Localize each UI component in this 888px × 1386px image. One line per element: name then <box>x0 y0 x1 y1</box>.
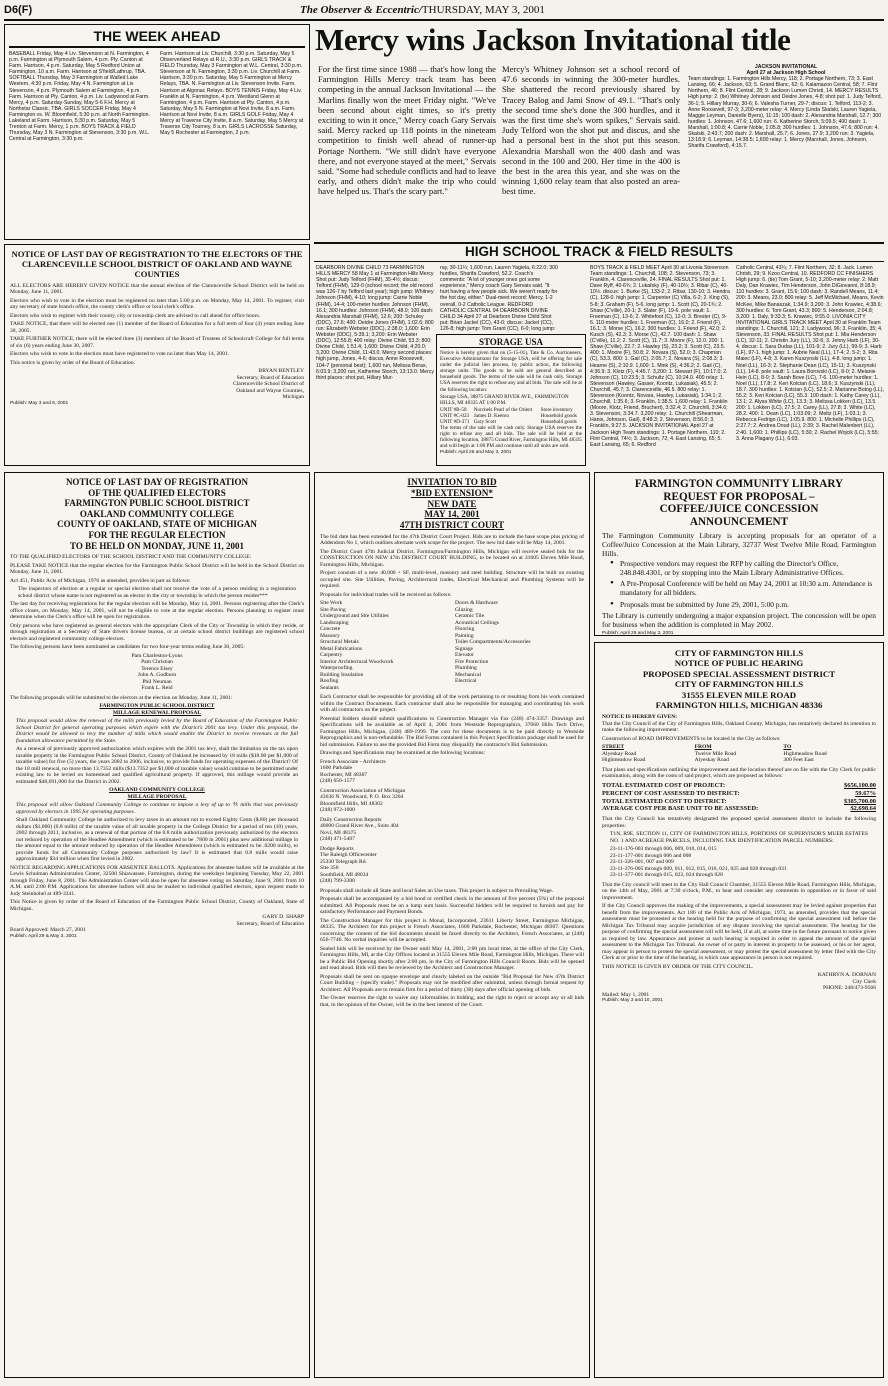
city-p6: That the City council will meet in the City Hall Council Chamber, 31555 Eleven Mile Road, Farmington Hills, Michigan, on the 14th of May, 2001 at 7:30 o'clock, P.M., to hear and consider any comments in opposition or in favor of said improvement. <box>602 881 876 901</box>
city-p1: That the City Council of the City of Farmington Hills, Oakland County, Michigan, has tentatively declared its intention to make the following improvement: <box>602 720 876 734</box>
bid-title-line: 47TH DISTRICT COURT <box>399 520 505 531</box>
parcel-list <box>602 846 876 879</box>
trade-item: Interior Architectural Woodwork <box>320 658 394 665</box>
street-cell: Alyeskay Road <box>602 750 637 757</box>
trade-item: Toilet Compartments/Accessories <box>455 639 531 646</box>
bid-title-line: *BID EXTENSION* <box>411 487 493 498</box>
unit-goods: Store inventory <box>540 406 573 413</box>
prop2-sub: MILLAGE PROPOSAL <box>127 793 187 800</box>
storage-text: Notice is hereby given that on (5-15-01), Tate & Co. Auctioneers, Executive Administrator for Storage USA, will be offering for sale under the judicial lien process, by public action, the following storage units. The goods to be sold are general described as household goods. The terms of the sale will be cash only. Storage USA reserves the right to refuse any and all bids. The sale will be at the following location: <box>440 350 582 393</box>
city-mailed: Mailed: May 1, 2001 <box>602 991 650 998</box>
col-header: TO <box>783 744 792 751</box>
bid-p8: Proposals shall include all State and local Sales an Use taxes. This project is subject to Prevailing Wage. <box>320 887 554 894</box>
storage-address: Storage USA, 38875 GRAND RIVER AVE., FARMINGTON HILLS, MI 48335 AT 1:00 P.M. <box>440 393 569 406</box>
library-bullet: • Prospective vendors may request the RFP by calling the Director's Office, 248.848.4301, or by stopping into the Main Library Administrative Offices. <box>610 560 876 577</box>
notice1-p1: ALL ELECTORS ARE HEREBY GIVEN NOTICE that the annual election of the Clarenceville School District will be held on Monday, June 11, 2001. <box>10 282 304 296</box>
cost-row <box>602 798 876 806</box>
cost-value: 59.67% <box>855 789 876 797</box>
cost-label: PERCENT OF COST ASSESSED TO DISTRICT: <box>602 789 740 797</box>
parcel-item: 23-11-177-001 through 006 and 008 <box>610 852 692 859</box>
notice2-p1: PLEASE TAKE NOTICE that the regular election for the Farmington Public School District will be held in the School District on Monday, June 11, 2001. <box>10 562 304 576</box>
notice2-pub: Publish: April 29 & May 3, 2001 <box>10 933 77 939</box>
city-title-line: PROPOSED SPECIAL ASSESSMENT DISTRICT <box>642 668 836 679</box>
trade-item: Site Work <box>320 600 343 607</box>
bid-p1: The bid date has been extended for the 47th District Court Project. Bids are to include the base scope plus pricing of Addendum No 1, which outlines alternate work scope for the project. The new bid date will be May 14, 2001. <box>320 533 584 547</box>
library-title <box>602 478 876 528</box>
trade-item: Acoustical Ceilings <box>455 619 499 626</box>
candidate-name: John A. Godburn <box>137 672 177 679</box>
storage-title: STORAGE USA <box>440 337 582 348</box>
cost-value: $2,698.64 <box>850 805 876 813</box>
masthead-rule <box>4 19 884 21</box>
masthead-line <box>300 4 545 16</box>
trade-item: Structural Metals <box>320 639 359 646</box>
unit-name: Norchels Pearl of the Orient <box>473 406 533 413</box>
parcel-item: 23-11-326-001, 007 and 009 <box>610 859 674 866</box>
cost-label: TOTAL ESTIMATED COST OF PROJECT: <box>602 781 726 789</box>
notice2-title-line: FOR THE REGULAR ELECTION <box>88 529 226 540</box>
week-ahead-col2: Farm. Harrison at Liv. Churchill, 3:30 p.m. Saturday, May 5 Observerland Relays at R.U., 3:30 p.m. GIRLS TRACK & FIELD Thursday, May 3 Farmington at W.L. Central, 3:30 p.m. Stevenson at N. Farmington, 3:30 p.m. Liv. Churchill at Farm. Harrison, 3:30 p.m. Saturday, May 5 Farmington at Mercy Relays, TBA. N. Farmington at Liv. Stevenson Invite. Farm. Harrison at Algonac Relays. BOYS TENNIS Friday, May 4 Liv. Franklin at N. Farmington, 4 p.m. Westland Glenn at Farmington, 4 p.m. Farm. Harrison at Ply. Canton, 4 p.m. Saturday, May 5 N. Farmington at Novi Invite, 8 a.m. Farm. Harrison at Novi Invite, 8 a.m. GIRLS GOLF Friday, May 4 Mercy at Traverse City Invite, 8 a.m. Saturday, May 5 Mercy at Traverse City Tourney, 8 a.m. GIRLS LACROSSE Saturday, May 5 Rochester at Farmington, 2 p.m. <box>160 51 304 137</box>
sig-name: GARY D. SHARP <box>262 914 304 921</box>
cost-row <box>602 782 876 790</box>
city-p4: That the City Council has tentatively designated the proposed special assessment district to include the following properties: <box>602 816 876 829</box>
notice1-p7: This notice is given by order of the Board of Education. <box>10 359 136 366</box>
parcel-item: 23-11-377-001 through 015, 022, 024 through 028 <box>610 872 723 879</box>
storage-text2: The terms of the sale will be cash only. Storage USA reserves the right to refuse any and all bids. The sale will be held at the following location, 38875 Grand River, Farmington Hills, MI 48335 and will begin at 1:00 PM and continue until all units are sold. <box>440 425 583 450</box>
street-cell: Twelve Mile Road <box>694 750 737 757</box>
street-cell: 300 Feet East <box>783 757 814 764</box>
notice2-quote: The inspectors of election at a regular or special election shall not receive the vote of a person residing in a registration school district whose name is not registered as an elector in the city or township in which the person resides*** <box>18 586 296 599</box>
notice2-p8: This Notice is given by order of the Board of Education of the Farmington Public School District, County of Oakland, State of Michigan. <box>10 899 304 912</box>
library-title-line: ANNOUNCEMENT <box>689 515 789 528</box>
trade-item: Fire Protection <box>455 658 489 665</box>
city-p7: If the City Council approves the making of the improvements, a special assessment may be levied against properties that benefit from the improvements. Act 186 of the Public Acts of Michigan, 1973, as amended, provides that the special assessment must be protested at the hearing held for the purpose of confirming the special assessment roll before the Michigan Tax Tribunal may acquire jurisdiction of any dispute involving the special assessment. The hearing for the purpose of confirming the special assessment roll will be held, if at all, at some time in the future pursuant to notice given as required by law. Appearance and protest at such hearing is required in order to appeal the amount of the special assessment to the Michigan Tax Tribunal. An owner of or party in interest in property to be assessed, or his or her agent, may appear in person to protest the special assessment, or may protest the special assessment by letter filed with the City Clerk at or prior to the time of the hearing, in which case appearance in person is not required. <box>602 903 876 962</box>
city-title <box>602 648 876 710</box>
city-title-line: FARMINGTON HILLS, MICHIGAN 48336 <box>655 700 823 711</box>
trade-item: Carpentry <box>320 652 343 659</box>
paper-name: The Observer & Eccentric/ <box>300 4 422 16</box>
candidate-name: Frank L. Reid <box>141 685 173 692</box>
trade-item: Concrete <box>320 626 341 633</box>
cost-value: $656,100.00 <box>844 781 876 789</box>
notice2-title-line: COUNTY OF OAKLAND, STATE OF MICHIGAN <box>57 519 257 530</box>
track-col4: Catholic Central, 43¼; 7. Flint Northern, 32; 8. Jack. Lumen Christi, 29; 9. Kzoo Central, 10. REDFORD CC FINISHERS High jump: 6. (tie) Tom Grant, 5-10; 3,200-meter relay: 2. Matt Daly, Dan Krawiec, Tim Henderson, John DiGiovanni, 8:18.9; 110 hurdles: 3. Grant, 15.6; 100 dash: 3. Randell Means, 11.4; 200: 3. Means, 23.0; 800 relay: 5. Jeff McMichael, Means, Kevin McKee, Mike Banaszak, 1:34.9; 3,200: 3. John Krawiec, 4:38.6; 300 hurdles: 6. Tom Grant, 43.3; 800: 5. Henderson, 2:04.8; 3,200: 1. Daly, 9:33.3; 5. Krawiec, 9:55.0. LIVONIA CITY INVITATIONAL GIRLS TRACK MEET April 30 at Franklin Team standings: 1. Churchill, 121; 2. Ladywood, 96; 3. Franklin, 35; 4. Stevenson, 33. FINAL RESULTS Shot put: 1. Mia Henderson (LC), 32-11; 2. Christin Jury (LL), 32-6; 3. Jenny Harb (LF), 30-4. discus: 1. Sara Dudas (LL), 101-9; 2. Jury (LL), 99-9; 3. Harb (LF), 97-1. high jump: 1. Aubrie Neal (LL), 17-4; 2. 5-2; 3. Rita Maiec (LF), 4-8; 3. Karen Kuszynski (LL), 4-8. long jump: 1. Noel (LL), 16-3; 2. Stephanie Dean (LC), 15-11; 3. Kuszynski (LL), 14-8. pole vault: 1. Laura Borovski (LC), 8-0; 2. Melanie Hein (LC), 8-0; 3. Sarah Bove (LC), 7-6. 100-meter hurdles: 1. Noel (LL), 17.8; 2. Keri Kotcian (LC), 18.6; 3. Kuszynski (LL), 18.7. 300 hurdles: 1. Kotcian (LC), 52.5; 2. Marianne Botog (LL), 55.2; 3. Keri Kotcian (LC), 55.3. 100 dash: 1. Kathy Carey (LL), 13.1; 2. Alysa White (LC), 13.3; 3. Melissa Lokken (LC), 13.5. 200: 1. Lokken (LC), 27.5; 2. Carey (LL), 27.8; 3. White (LC), 28.2. 400: 1. Dean (LC), 1:03.09; 2. Meltz (LF), 1:03.1; 3. Rebecca Fedrigo (LC), 1:05.9. 800: 1. Michelle Phillips (LC), 2:27.7; 2. Andrea Doud (LL), 2:39; 3. Rachel Malenbert (LL), 2:40. 1,600: 1. Phillips (LC), 5:30; 2. Rachel Wojcik (LC), 5:55; 3. Anna Plagany (LL), 6:03. <box>736 265 884 442</box>
city-p8: THIS NOTICE IS GIVEN BY ORDER OF THE CITY COUNCIL. <box>602 963 754 970</box>
bid-p11: Sealed bids will be received by the Owner until May 14, 2001, 2:00 pm local time, at the office of the City Clerk, Farmington Hills, MI, at the City Offices located at 31555 Eleven Mile Road, Farmington Hills, Michigan. There will be a Public Bid Opening shortly after 2:00 pm, in the City of Farmington Hills Council Room. Bids will be opened and read aloud. Bids will then be reviewed by the Architect and Construction Manager. <box>320 945 584 972</box>
issue-date: THURSDAY, MAY 3, 2001 <box>421 4 545 16</box>
sig-line: Oakland and Wayne Counties, <box>236 387 304 394</box>
bid-p6: Potential bidders should submit qualifications to Construction Manager via Fax (248) 474-3357. Drawings and Specifications will be available as of April 4, 2001 from Westside Reprographics, 37660 Hills Tech Drive, Farmington Hills, Michigan, (248) 489-1999. The cost for these documents is to be paid directly to Westside Reprographics and is non-refundable. The Bid Forms contained in this Project Specification package shall be used for bid submission. Failure to use the provided Bid Form may disqualify the contractor's Bid Submission. <box>320 715 584 748</box>
trade-list <box>320 600 584 691</box>
candidate-name: Phil Neuman <box>142 678 172 685</box>
trade-item: Signage <box>455 645 474 652</box>
prop2-text: This proposal will allow Oakland Community College to continue to impose a levy of up to ⅘ mills that was previously approved by electors in 1995 for operating purposes. <box>16 802 298 815</box>
page-number: D6(F) <box>4 4 33 16</box>
trade-item: Elevator <box>455 652 474 659</box>
trade-item: Painting <box>455 632 474 639</box>
city-h1: NOTICE IS HEREBY GIVEN: <box>602 714 678 721</box>
sig-line: Clarenceville School District of <box>233 381 304 388</box>
notice2-p7: NOTICE REGARDING APPLICATIONS FOR ABSENTEE BALLOTS. Applications for absentee ballots will be available at the Lewis Schulman Administration Center, 32500 Shiawassee, Farmington, during the weekdays beginning Tuesday, May 22, 2001 through Friday, June 8, 2001. The Administration Center will also be open for absentee voting on Saturday, June 9, 2001 from 10 A.M. until 2:00 P.M. Applications for absentee ballots will also be mailed to individual qualified electors, upon request made to Judy Steinbohel at 489-3341. <box>10 864 304 897</box>
storage-units <box>440 407 582 425</box>
sig-name: BRYAN BENTLEY <box>258 368 304 375</box>
city-p5: T1N, R9E, SECTION 11, CITY OF FARMINGTON HILLS, PORTIONS OF SUPERVISOR'S MUER ESTATES NO. 1 AND ACREAGE PARCELS, INCLUDING TAX IDENTIFICATION PARCEL NUMBERS: <box>610 831 868 844</box>
notice2-p4: Only persons who have registered as general electors with the appropriate Clerk of the City or Township in which they reside, or through registration at a Secretary of State drivers license bureau, or at certain school district buildings are registered school electors and registered community college electors. <box>10 622 304 642</box>
trade-item: Site Paving <box>320 606 346 613</box>
results-head: JACKSON INVITATIONAL <box>754 64 818 70</box>
bid-location: Construction Association of Michigan 43636 N. Woodward, P. O. Box 3204 Bloomfield Hills, MI 48302 (248) 972-1000 <box>320 787 406 814</box>
sig-line: Michigan <box>282 394 304 401</box>
trade-item: Building Insulation <box>320 671 364 678</box>
notice1-pub: Publish: May 3 and 6, 2001 <box>10 400 69 406</box>
bid-title-line: NEW DATE <box>427 498 477 509</box>
bid-title-line: MAY 14, 2001 <box>424 509 480 520</box>
library-pub: Publish: April 29 and May 3, 2001 <box>602 631 674 636</box>
unit-goods: Household goods <box>540 419 577 426</box>
library-p2: The Library is currently undergoing a major expansion project. The concession will be open for business when the addition is completed in May 2002. <box>602 611 876 629</box>
bid-location: Dodge Reports The Raleigh Officecenter 25330 Telegraph Rd. Site 350 Southfield, MI 48034 (248) 799-3300 <box>320 845 377 885</box>
notice2-title-line: TO BE HELD ON MONDAY, JUNE 11, 2001 <box>70 540 244 551</box>
track-banner: HIGH SCHOOL TRACK & FIELD RESULTS <box>464 244 733 259</box>
notice2-p6: The following proposals will be submitted to the electors at the election on Monday, June 11, 2001: <box>10 694 233 701</box>
sig-line: Secretary, Board of Education <box>236 374 304 381</box>
library-bullet: • A Pre-Proposal Conference will be held on May 24, 2001 at 10:30 a.m. Attendance is mandatory for all bidders. <box>610 580 876 597</box>
parcel-item: 23-11-176-003 through 006, 009, 010, 014, 015 <box>610 846 717 853</box>
city-pub: Publish: May 3 and 10, 2001 <box>602 998 663 1004</box>
bid-p3: Project consists of a new 40,000 + SF, multi-level, masonry and steel building. Structure will be built on existing occupied site. Site Utilities, Paving, Architectural trades, Electrical Mechanical and Plumbing Systems will be required. <box>320 570 584 590</box>
storage-pub: Publish: April 26 and May 3, 2001 <box>440 449 512 455</box>
notice1-p3: Electors who wish to register with their county, city or township clerk are advised to call ahead for office hours. <box>10 312 261 319</box>
notice-clarenceville <box>4 244 310 466</box>
notice1-title: NOTICE OF LAST DAY OF REGISTRATION TO THE ELECTORS OF THE CLARENCEVILLE SCHOOL DISTRICT OF OAKLAND AND WAYNE COUNTIES <box>11 249 303 280</box>
notice1-p4: TAKE NOTICE, that there will be elected one (1) member of the Board of Education for a full term of four (4) years ending June 30, 2005. <box>10 321 304 334</box>
trade-item: Underground and Site Utilities <box>320 613 389 620</box>
street-cell: Alyeskay Road <box>694 757 729 764</box>
prop1-text: This proposal would allow the renewal of the mills previously levied by the Board of Education of the Farmington Public School District for general operating purposes which expire with the District's 2001 tax levy. Under this proposal, the District would be allowed to levy the number of mills which would enable the District to receive revenues at the full foundation allowance permitted by the State. <box>16 718 298 744</box>
street-row <box>602 757 876 764</box>
bid-notice <box>314 472 590 1378</box>
candidate-name: Terence Elsey <box>141 665 173 672</box>
city-p2: Construction of ROAD IMPROVEMENTS to be located in the City as follows: <box>602 735 781 742</box>
notice2-title <box>10 477 304 551</box>
track-col3: BOYS TRACK & FIELD MEET April 30 at Livonia Stevenson Team standings: 1. Churchill, 108; 2. Stevenson, 73; 3. Franklin, 4. Clarenceville, 24. FINAL RESULTS Shot put: 1. Dave Ryff, 40-6¾; 2. Lukafsky (F), 40-10½; 3. Ribar (C), 40-10½. discus: 1. Burke (S), 133-2; 2. Ribar, 130-10; 3. Hendra (C), 128-0. high jump: 1. Carpenter (C) Villa, 6-2; 2. King (S), 5-8; 3. Graham (F), 5-6. long jump: 1. Scott (C), 20-1¾; 2. Shaw (C'ville), 20-1; 3. Slater (F), 19-6. pole vault: 1. Freeman (C), 13-6; 2. Whitefoot (C), 12-0; 3. Brester (C), 9-6. 110-meter hurdles: 1. Freeman (C), 16.0; 2. Friend (F), 16.1; 3. Morse (C), 16.2. 300 hurdles: 1. Friend (F), 42.0; 2. Kusch (S), 42.3; 3. Morse (C), 42.7. 100 dash: 1. Shaw (C'ville), 11.2; 2. Scott (C), 11.7; 3. Moore (F), 12.0. 200: 1. Shaw (C'ville), 22.7; 2. Hawley (S), 23.2; 3. Scott (C), 23.5. 400: 1. Moore (F), 50.8; 2. Novara (S), 52.0; 3. Chapman (C), 53.3. 800: 1. Gail (C), 2:05.7; 2. Novara (S), 2:08.3; 3. Hearne (S), 2:10.9. 1,600: 1. Mink (S), 4:36.2; 2. Gail (C), 4:36.9; 3. Klotz (F), 4:45.7. 3,200: 1. Stewart (F), 10:17.0; 2. Johnson (C), 10:23.5; 3. Schultz (C), 10:24.0. 400 relay: 1. Stevenson (Hawley, Gasser, Koontz, Lukasiak), 45.5; 2. Churchill, 45.7; 3. Clarenceville, 46.5. 800 relay: 1. Stevenson (Koontz, Novara, Hawley, Lukasiak), 1:34.1; 2. Churchill, 1:35.6; 3. Franklin, 1:38.5. 1,600 relay: 1. Franklin (Moore, Klotz, Friend, Bruchert), 3:32.4; 2. Churchill, 3:34.6; 3. Stevenson, 3:34.7. 3,200 relay: 1. Churchill (Shearman, Hanis, Johnson, Gail), 8:48.3; 2. Stevenson, 8:56.0; 3. Franklin, 9:27.5. JACKSON INVITATIONAL April 27 at Jackson High Team standings: 1. Portage Northern, 110; 2. Flint Central, 74½; 3. Jackson, 72; 4. East Lansing, 65; 5. East Lansing, 65; 6. Redford <box>590 265 730 448</box>
bid-p5: Each Contractor shall be responsible for providing all of the work pertaining to or resulting from his work contained within the Contract Documents. Each contractor shall also be responsible for managing and coordinating his work with all contractors on the project. <box>320 694 584 714</box>
trade-item: Plumbing <box>455 665 477 672</box>
street-cell: Highmeadow Road <box>602 757 646 764</box>
notice1-p5: TAKE FURTHER NOTICE, there will be elected three (3) members of the Board of Trustees of Schoolcraft College for full terms of six (6) years ending June 30, 2007. <box>10 336 304 349</box>
notice1-signature <box>10 368 304 401</box>
bid-p13: The Owner reserves the right to waive any informalities in bidding, and the right to reject or accept any or all bids that, in the opinion of the Owner, will be in the best interest of the Court. <box>320 995 584 1008</box>
trade-item: Mechanical <box>455 671 482 678</box>
cost-row <box>602 805 876 813</box>
prop1-ballot: As a renewal of previously approved authorization which expires with the 2001 tax levy, shall the limitation on the tax upon taxable property in the Farmington Public School District, County of Oakland be increased by 18 mills ($18.00 per $1,000 of taxable value) for five (5) years, the years 2002 to 2006, inclusive, to provide funds for operating expenses of the District? Of the 18 mill renewal, no more than 13.7352 mills ($13.7352 per $1,000 of taxable value) would continue to be permitted under existing law to be levied on homestead and qualified agricultural property. If approved, this millage would provide an estimated $48,691,000 for the District in 2002. <box>16 746 298 785</box>
unit-name: James D. Keeton <box>473 412 509 419</box>
week-ahead-col1: BASEBALL Friday, May 4 Liv. Stevenson at N. Farmington, 4 p.m. Farmington at Plymouth Salem, 4 p.m. Ply. Canton at Farm. Harrison, 4 p.m. Saturday, May 5 Redford Union at Farmington, 10 a.m. Farm. Harrison at S'field/Lathrup, TBA. SOFTBALL Thursday, May 3 Farmington at Walled Lake Western, 4:30 p.m. Friday, May 4 N. Farmington at Liv. Stevenson, 4 p.m. Plymouth Salem at Farmington, 4 p.m. Farm. Harrison at Ply. Canton, 4 p.m. Liv. Ladywood at Farm. Mercy, 4 p.m. Saturday-Sunday, May 5-6 F.H. Mercy at Northstar Classic, TBA. GIRLS SOCCER Friday, May 4 Farmington vs. W. Bloomfield, 5:30 p.m. at North Farmington. Lakeland at Farm. Harrison, 5:30 p.m. Saturday, May 5 Trenton at Farm. Mercy, 1 p.m. BOYS TRACK & FIELD Thursday, May 3 N. Farmington at Stevenson, 3:30 p.m. W.L. Central at Farmington, 3:30 p.m. <box>9 51 150 143</box>
storage-box <box>436 334 586 466</box>
unit-id: UNIT #C-023 <box>440 412 470 419</box>
bid-title-line: INVITATION TO BID <box>407 477 497 487</box>
week-ahead-box <box>4 24 310 240</box>
notice2-title-line: OF THE QUALIFIED ELECTORS <box>88 487 226 498</box>
library-title-line: COFFEE/JUICE CONCESSION <box>659 503 819 516</box>
notice2-p5: The following persons have been nominated as candidates for two four-year terms ending June 30, 2005: <box>10 644 245 651</box>
cost-label: TOTAL ESTIMATED COST TO DISTRICT: <box>602 797 727 805</box>
trade-item: Waterproofing <box>320 665 353 672</box>
trade-item: Roofing <box>320 678 339 685</box>
sig-line: Secretary, Board of Education <box>236 920 304 927</box>
candidate-name: Pam Christian <box>141 659 173 666</box>
headline: Mercy wins Jackson Invitational title <box>315 22 791 57</box>
sig-name: KATHRYN A. DORNAN <box>817 972 876 979</box>
library-rfp <box>594 472 884 636</box>
sig-line: PHONE: 248/473-9566 <box>823 985 876 992</box>
cost-row <box>602 790 876 798</box>
story-col2: Mercy's Whitney Johnson set a school record of 47.6 seconds in winning the 300-meter hurdles. She shattered the record previously shared by Tracey Balog and Jami Snow of 49.1. "That's only the second time she's done the 300 hurdles, and it was the first time she's worn spikes," Servais said. Judy Telford won the shot put and discus, and she had a personal best in the shot put this season. Alexandria Marshall won the 400 dash and was second in the 100 and 200. Her time in the 400 is the best in the area this year, and she was on the winning 1,600 relay team that also posted an area-best time. <box>502 64 680 197</box>
city-hearing <box>594 642 884 1378</box>
trade-item: Ceramic Tile <box>455 613 485 620</box>
unit-goods: Household goods <box>540 412 577 419</box>
bid-location: French Associate - Architects 1600 Parkdale Rochester, MI 48307 (248) 656-1577 <box>320 758 386 785</box>
city-title-line: NOTICE OF PUBLIC HEARING <box>674 658 804 669</box>
bid-p7: Drawings and Specifications may be examined at the following locations: <box>320 750 486 757</box>
street-table <box>602 744 876 764</box>
sig-line: City Clerk <box>852 978 876 985</box>
trade-item: Sealants <box>320 684 339 691</box>
city-title-line: 31555 ELEVEN MILE ROAD <box>681 689 797 700</box>
results-sub: April 27 at Jackson High School <box>746 70 826 77</box>
notice2-lead: TO THE QUALIFIED ELECTORS OF THE SCHOOL DISTRICT AND THE COMMUNITY COLLEGE: <box>10 554 252 561</box>
results-text: Team standings: 1. Farmington Hills Mercy, 118; 2. Portage Northern, 73; 3. East Lansing, 66; 4. Jackson, 63; 5. Grand Blanc, 62; 6. Kalamazoo Central, 58; 7. Flint Northern, 46; 8. Flint Central, 28; 9. Jackson Lumen Christi, 14. MERCY RESULTS High jump: 2. (tie) Whitney Johnson and Deidre Jones, 4-8; shot put: 1. Judy Telford, 36-1; 5. Hillary Murray, 30-6; 6. Valesha Turner, 29-7; discus: 1. Telford, 113-2; 3. Anne Roosevelt, 97-3; 3,200-meter relay: 4. Mercy (Linda Skalski, Lauren Yagiela, Maggie Leyman, Danielle Byers), 11:15; 100 dash: 2. Alexandria Marshall, 12.7; 300 hurdles: 1. Johnson, 47.6; 1,600 run: 6. Katherine Storch, 5:09.5; 400 dash: 1. Marshall, 1:00.8; 4. Carrie Noble, 1:05.8; 300 hurdles: 1. Johnson, 47.6; 800 run: 4. Skalski, 2:43.7; 200 dash: 2. Marshall, 25.7; 6. Jones, 27.9; 3,200 run: 3. Yagiela, 13:18.9; 6. Leyman, 14:38.5; 1,600 relay: 1. Mercy (Marshall, Jones, Johnson, Sharifa Crawford), 4:15.7. <box>688 76 882 150</box>
track-col2: ray, 30-11¼; 1,600 run, Lauren Yagiela, 6:22.0; 300 hurdles, Sharifa Crawford, 52.2. Coach's comments: "A lot of younger ones got some experience," Mercy coach Gary Servais said. "It hurt having a few people sick. We weren't ready for the hot day, either." Dual-meet record: Mercy, 1-2 overall, 0-2 Catholic League. REDFORD CATHOLIC CENTRAL 94 DEARBORN DIVINE CHILD 34 April 27 at Dearborn Divine Child Shot put: Brian Jackel (CC), 43-0; discus: Jackel (CC), 126-8; high jump: Tom Grant (CC), 6-0; long jump: <box>440 265 558 331</box>
bid-p9: Proposals shall be accompanied by a bid bond or certified check in the amount of five percent (5%) of the proposal submitted. All Proposals must be on a lump sum basis. Successful bidders will be required to furnish and pay for satisfactory Performance and Payment Bonds. <box>320 896 584 916</box>
prop2-title: OAKLAND COMMUNITY COLLEGE <box>109 787 205 794</box>
trade-item: Doors & Hardware <box>455 600 498 607</box>
notice2-title-line: OAKLAND COMMUNITY COLLEGE <box>79 508 235 519</box>
candidate-list <box>10 653 304 692</box>
bid-location: Daily Construction Reports 40000 Grand River Ave., Suite 404 Novi, MI 48375 (248) 471-5407 <box>320 816 399 843</box>
bid-p10: The Construction Manager for this project is Monal, Incorporated, 23611 Liberty Street, Farmington Michigan, 48335. The Architect for this project is French Associates, 1600 Parkdale, Rochester, Michigan 48307. Questions concerning the content of the bid documents should be faxed directly to the Architect, French Associates, at (248) 656-7746. No verbal inquiries will be accepted. <box>320 917 584 944</box>
story-col1: For the first time since 1988 — that's how long the Farmington Hills Mercy track team has been competing in the annual Jackson Invitational — the Marlins finally won the meet Friday night. "We've been second about eight times, so it's pretty exciting to win it once," Mercy coach Gary Servais said. Mercy racked up 118 points in the nineteam competition to finish well ahead of runner-up Portage Northern. "We still didn't have everyone there, and not everyone stayed at the meet," Servais said. "Some had schedule conflicts and had to leave early, and others didn't make the trip who could have helped us. That's the scary part." <box>318 64 496 197</box>
trade-item: Masonry <box>320 632 340 639</box>
prop2-ballot: Shall Oakland Community College be authorized to levy taxes in an amount not to exceed Eighty Cents ($.80) per thousand dollars ($1,000) (0.8 mills) of the taxable value of all taxable property in the College District for a period of ten (10) years, 2002 through 2011, inclusive, as a renewal of that portion of the 0.8 mills authorization previously authorized by the electors not reduced by operation of the Headlee Amendment (which is estimated to be .7800 in 2001) plus new additional millage in the amount equal to the amount reduced by operation of the Headlee Amendment (which is estimated to be .0200 mills), to provide funds for all Community College purposes authorized by law? It is estimated that 0.8 mills would raise approximately $34 million when first levied in 2002. <box>16 817 298 863</box>
city-p3: That plans and specifications outlining the improvement and the location thereof are on file with the City Clerk for public examination, along with the costs of said project, which are proposed as follows: <box>602 766 876 780</box>
week-ahead-title: THE WEEK AHEAD <box>9 28 305 48</box>
notice2-p2: Act 451, Public Acts of Michigan, 1976 as amended, provides in part as follows: <box>10 577 191 584</box>
bid-title <box>320 477 584 531</box>
cost-table <box>602 782 876 813</box>
notice1-p6: Electors who wish to vote in the election must have registered to vote no later than May 14, 2001. <box>10 351 230 358</box>
unit-name: Gary Scott <box>473 419 497 426</box>
notice2-title-line: NOTICE OF LAST DAY OF REGISTRATION <box>65 477 249 487</box>
trade-item: Flooring <box>455 626 475 633</box>
col-header: STREET <box>602 744 625 751</box>
candidate-name: Pam Charleston-Lyons <box>131 652 183 659</box>
trade-item: Electrical <box>455 678 477 685</box>
trade-item: Glazing <box>455 606 473 613</box>
city-title-line: CITY OF FARMINGTON HILLS <box>674 648 804 658</box>
notice-farmington-schools <box>4 472 310 1378</box>
notice2-approved: Board Approved: March 27, 2001 <box>10 927 86 934</box>
parcel-item: 23-11-376-005 through 009, 011, 012, 015, 016, 021, 025 and 028 through 031 <box>610 865 787 872</box>
track-banner-rule2 <box>314 261 884 262</box>
city-signature <box>602 972 876 992</box>
prop1-sub: MILLAGE RENEWAL PROPOSAL <box>112 709 202 716</box>
unit-id: UNIT #B-58 <box>440 406 467 413</box>
library-bullet: • Proposals must be submitted by June 29, 2001, 5:00 p.m. <box>610 601 876 610</box>
col-header: FROM <box>694 744 712 751</box>
notice2-p3: The last day for receiving registrations for the regular election will be Monday, May 14, 2001. Persons registering after the Clerk's office closes, on Monday, May 14, 2001, will not be eligible to vote at the regular election. Persons planning to register must determine when the Clerk's office will be open for registration. <box>10 601 304 621</box>
library-p1: The Farmington Community Library is accepting proposals for an operator of a Coffee/Juice Concession at the Main Library, 32737 West Twelve Mile Road, Farmington Hills. <box>602 531 876 558</box>
notice2-title-line: FARMINGTON PUBLIC SCHOOL DISTRICT <box>64 498 250 509</box>
results-col <box>688 64 884 240</box>
library-title-line: REQUEST FOR PROPOSAL – <box>663 490 815 503</box>
bid-p4: Proposals for individual trades will be received as follows: <box>320 591 452 598</box>
cost-label: AVERAGE COST PER BASE UNIT TO BE ASSESSED: <box>602 805 759 813</box>
notice2-signature <box>10 914 304 927</box>
bid-p12: Proposals shall be sent on opaque envelope and clearly labeled on the outside "Bid Proposal for New 47th District Court Building – (specify trade)." Proposals may not be modified after submittal, unless through formal request by Architect. All Proposals are to remain firm for a period of thirty (30) days after official opening of bids. <box>320 973 584 993</box>
street-cell: Highmeadow Road <box>783 750 827 757</box>
notice1-p2: Electors who wish to vote in the election must be registered no later than 5:00 p.m. on Monday, May 14, 2001. To register, visit any secretary of state branch office, the county clerk's office or local clerk's office. <box>10 297 304 311</box>
bid-p2: The District Court 47th Judicial District, Farmington/Farmington Hills, Michigan will receive sealed bids for the CONSTRUCTION ON NEW 47th DISTRICT COURT BUILDING, to be located on at 31605 Eleven Mile Road, Farmington Hills, Michigan. <box>320 548 584 568</box>
trade-item: Landscaping <box>320 619 349 626</box>
prop1-title: FARMINGTON PUBLIC SCHOOL DISTRICT <box>99 703 215 710</box>
library-title-line: FARMINGTON COMMUNITY LIBRARY <box>634 478 844 490</box>
unit-id: UNIT #D-371 <box>440 419 470 426</box>
city-title-line: CITY OF FARMINGTON HILLS <box>674 679 804 690</box>
track-col1: DEARBORN DIVINE CHILD 73 FARMINGTON HILLS MERCY 58 May 1 at Farmington Hills Mercy Shot put: Judy Telford (FHM), 35-4½; discus: Telford (FHM), 129-0 (school record; the old record was 126-7 by Telford last year); high jump: Whitney Johnson (FHM), 4-10; long jump: Carrie Noble (FHM), 14-4; 100-meter hurdles: Johnson (FHM), 16.1; 300 hurdles: Johnson (FHM), 48.0; 100 dash: Alexandria Marshall (FHM), 12.6; 200: Schuley (DDC), 27.6; 400: Deidre Jones (FHM), 1:02.6; 800 run: Elizabeth Webster (DDC), 2:38.0; 1,600: Erin Webster (DDC), 5:39.1; 3,200: Erin Webster (DDC), 12:55.8; 400 relay: Divine Child, 53.3; 800: Divine Child, 1:51.4; 1,600: Divine Child, 4:20.0; 3,200: Divine Child, 11:43.0. Mercy second places: high jump, Jones, 4-6; discus, Anne Roosevelt, 104-7 (personal best); 1,600 run, Melissa Beras, 6:03.9; 3,200 run, Katherine Storch, 13:13.0. Mercy third places: shot put, Hillary Mur- <box>316 265 434 381</box>
trade-item: Metal Fabrications <box>320 645 363 652</box>
cost-value: $385,700.00 <box>844 797 876 805</box>
library-bullets <box>602 560 876 609</box>
